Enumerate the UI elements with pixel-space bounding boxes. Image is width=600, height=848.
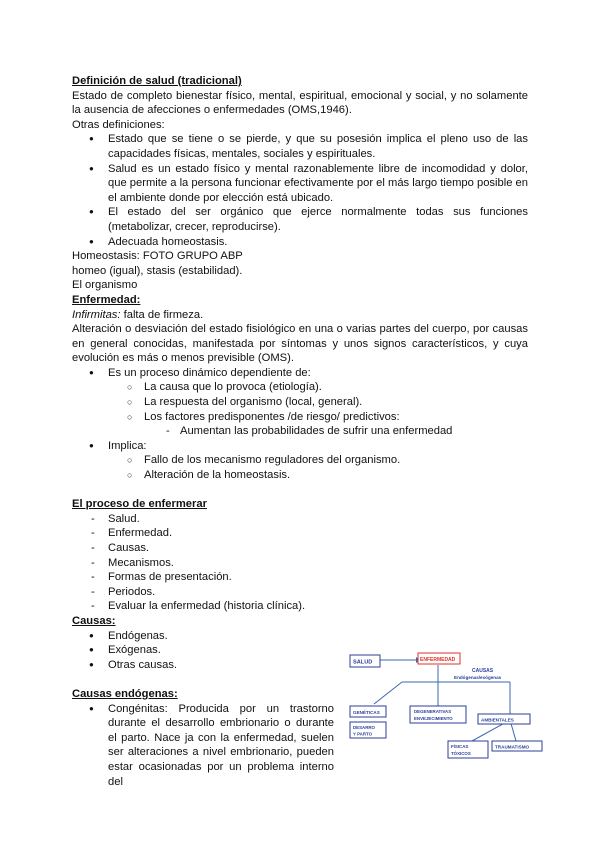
- list-item: ● Endógenas.: [72, 629, 528, 644]
- ambientales-label: AMBIENTALES: [481, 717, 514, 723]
- traumatismo-label: TRAUMATISMO: [495, 744, 530, 750]
- desarrollo-label-1: DESARRO: [353, 725, 375, 730]
- enfermedad-list: [72, 366, 528, 381]
- other-definitions-label: Otras definiciones:: [72, 118, 165, 131]
- infirmitas-line: [72, 308, 528, 323]
- list-item: - Mecanismos.: [72, 556, 528, 571]
- section-title-causas: Causas:: [72, 614, 116, 627]
- list-item: [72, 366, 528, 381]
- organism-line: El organismo: [72, 279, 138, 292]
- list-item: ● Salud es un estado físico y mental razonablemente libre de incomodidad y dolor, que permite a la persona funcionar efectivamente por el más largo tiempo posible en el ambiente donde por elección está ubicado.: [72, 162, 528, 206]
- list-item: - Evaluar la enfermedad (historia clínica).: [72, 599, 528, 614]
- enfermedad-sublist-1: [72, 380, 528, 424]
- list-item: ● Congénitas: Producida por un trastorno durante el desarrollo embrionario o durante el parto. Nace ja con la enfermedad, suelen ser alteraciones a nivel embrionario, pueden estar ocasionadas por un problema interno del: [72, 702, 334, 790]
- section-title-enfermedad: Enfermedad:: [72, 293, 141, 306]
- causas-sub-label: Endógenas/exógenas: [454, 675, 502, 680]
- fisicos-label-1: FÍSICAS: [451, 744, 469, 749]
- salud-definition: Estado de completo bienestar físico, mental, espiritual, emocional y social, y no solamente la ausencia de afecciones o enfermedades (OMS,1946).: [72, 89, 528, 117]
- enfermedad-definition: Alteración o desviación del estado fisiológico en una o varias partes del cuerpo, por causas en general conocidas, manifestada por síntomas y unos signos característicos, y cuya evolución es más o menos previsible (OMS).: [72, 323, 528, 365]
- list-item: - Formas de presentación.: [72, 570, 528, 585]
- section-title-proceso: El proceso de enfermerar: [72, 498, 207, 511]
- list-item: ● Estado que se tiene o se pierde, y que su posesión implica el pleno uso de las capacidades físicas, mentales, sociales y espirituales.: [72, 132, 528, 161]
- salud-definitions-list: [72, 132, 528, 249]
- diagram-svg: [344, 650, 562, 772]
- fisicos-label-2: TÓXICOS: [451, 751, 471, 756]
- causas-endogenas-list: [72, 702, 334, 790]
- list-item: - Salud.: [72, 512, 528, 527]
- degenerativas-label-2: ENVEJECIMIENTO: [414, 716, 453, 721]
- list-item: ○ Los factores predisponentes /de riesgo/ predictivos:: [72, 410, 528, 425]
- causes-diagram: [344, 650, 562, 772]
- list-item: ○ Alteración de la homeostasis.: [72, 468, 528, 483]
- list-item: ● El estado del ser orgánico que ejerce normalmente todas sus funciones (metabolizar, crecer, reproducirse).: [72, 205, 528, 234]
- infirmitas-term: Infirmitas:: [72, 308, 121, 321]
- list-item: - Periodos.: [72, 585, 528, 600]
- list-item: - Aumentan las probabilidades de sufrir una enfermedad: [72, 424, 528, 439]
- list-item: ○ La causa que lo provoca (etiología).: [72, 380, 528, 395]
- geneticas-label: GENÉTICAS: [353, 710, 380, 715]
- homeostasis-line: Homeostasis: FOTO GRUPO ABP: [72, 250, 243, 263]
- list-item: ● Adecuada homeostasis.: [72, 235, 528, 250]
- list-item: ○ La respuesta del organismo (local, general).: [72, 395, 528, 410]
- causas-label: CAUSAS: [472, 668, 494, 674]
- list-item: ● Exógenas.: [72, 643, 528, 658]
- homeostasis-etymology: homeo (igual), stasis (estabilidad).: [72, 264, 243, 277]
- list-item: ○ Fallo de los mecanismo reguladores del organismo.: [72, 453, 528, 468]
- salud-label: SALUD: [353, 659, 373, 666]
- enfermedad-sublist-2: [72, 453, 528, 482]
- section-title-salud: Definición de salud (tradicional): [72, 75, 242, 87]
- diagram-connectors: [374, 660, 516, 741]
- enfermedad-subsublist: [72, 424, 528, 439]
- list-item-text: Es un proceso dinámico dependiente de:: [108, 366, 311, 379]
- list-item: ● Implica:: [72, 439, 528, 454]
- desarrollo-label-2: Y PARTO: [353, 731, 373, 737]
- degenerativas-label-1: DEGENERATIVAS: [414, 709, 452, 714]
- list-item: - Enfermedad.: [72, 526, 528, 541]
- enfermedad-label: ENFERMEDAD: [420, 657, 456, 663]
- infirmitas-definition: falta de firmeza.: [120, 308, 204, 321]
- list-item: ● Otras causas.: [72, 658, 528, 673]
- enfermedad-list-2: [72, 439, 528, 454]
- proceso-list: [72, 512, 528, 614]
- section-title-causas-endogenas: Causas endógenas:: [72, 687, 178, 700]
- list-item: - Causas.: [72, 541, 528, 556]
